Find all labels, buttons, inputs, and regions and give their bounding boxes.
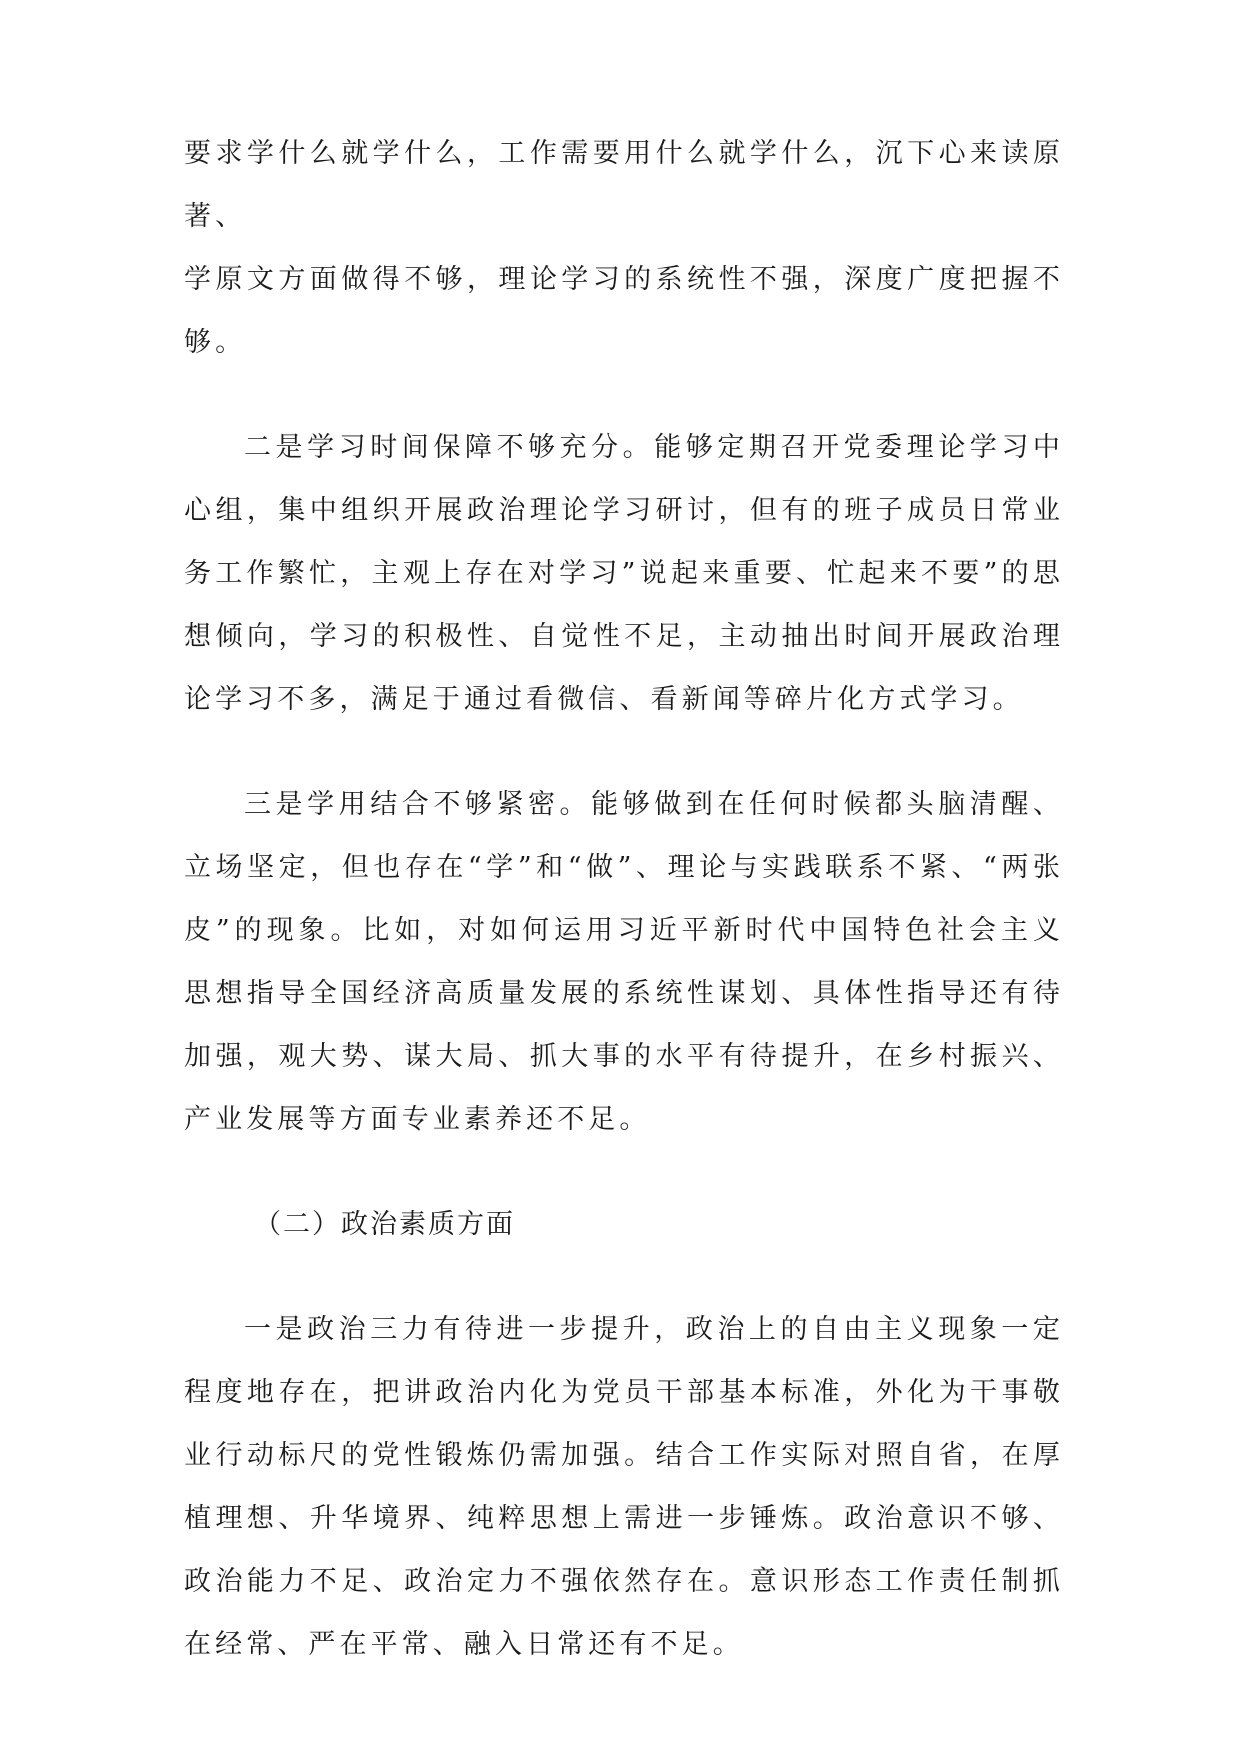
paragraph-political-quality: 一是政治三力有待进一步提升，政治上的自由主义现象一定程度地存在，把讲政治内化为党员干部基本标准，外化为干事敬业行动标尺的党性锻炼仍需加强。结合工作实际对照自省，在厚植理想、升华境界、纯粹思想上需进一步锤炼。政治意识不够、政治能力不足、政治定力不强依然存在。意识形态工作责任制抓在经常、严在平常、融入日常还有不足。 [184,1314,1064,1660]
document-body [184,122,1064,1676]
paragraph-study-time: 二是学习时间保障不够充分。能够定期召开党委理论学习中心组，集中组织开展政治理论学习研讨，但有的班子成员日常业务工作繁忙，主观上存在对学习”说起来重要、忙起来不要”的思想倾向，学习的积极性、自觉性不足，主动抽出时间开展政治理论学习不多，满足于通过看微信、看新闻等碎片化方式学习。 [184,432,1064,715]
text-line: 学原文方面做得不够，理论学习的系统性不强，深度广度把握不够。 [184,264,1064,358]
paragraph-continuation [184,122,1064,374]
paragraph-study-application: 三是学用结合不够紧密。能够做到在任何时候都头脑清醒、立场坚定，但也存在“学”和“做”、理论与实践联系不紧、“两张皮”的现象。比如，对如何运用习近平新时代中国特色社会主义思想指导全国经济高质量发展的系统性谋划、具体性指导还有待加强，观大势、谋大局、抓大事的水平有待提升，在乡村振兴、产业发展等方面专业素养还不足。 [184,789,1064,1135]
section-heading: （二）政治素质方面 [254,1209,515,1240]
text-line: 要求学什么就学什么，工作需要用什么就学什么，沉下心来读原著、 [184,138,1064,232]
